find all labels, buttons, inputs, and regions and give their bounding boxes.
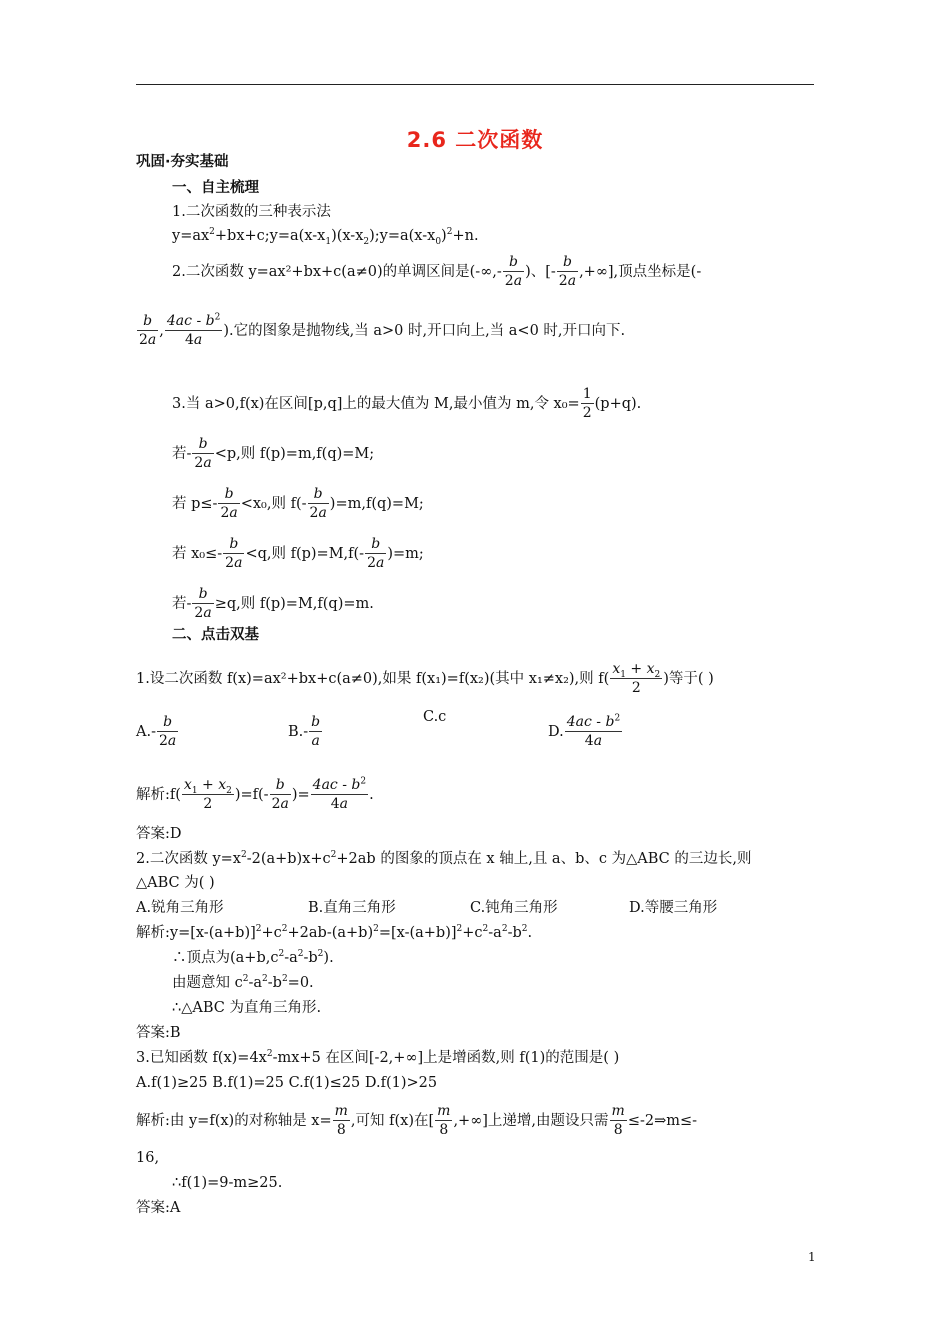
solution-3-result: ∴f(1)=9-m≥25. xyxy=(172,1175,283,1191)
p1-title: 1.二次函数的三种表示法 xyxy=(172,204,331,220)
fraction: $\frac{b}{2a}$ xyxy=(367,536,385,571)
case-2: 若 p≤- $\frac{b}{2a}$ <x₀,则 f(- $\frac{b}{2a}$ )=m,f(q)=M; xyxy=(172,486,424,521)
fraction: $\frac{m}{8}$ xyxy=(611,1103,625,1138)
fraction: $\frac{b}{2a}$ xyxy=(271,777,289,812)
question-1: 1.设二次函数 f(x)=ax²+bx+c(a≠0),如果 f(x₁)=f(x₂)(其中 x₁≠x₂),则 f( $\frac{x_1 + x_2}{2}$ )等于( ) xyxy=(136,661,714,696)
fraction: $\frac{b}{2a}$ xyxy=(194,436,212,471)
fraction: $\frac{b}{2a}$ xyxy=(309,486,327,521)
solution-2-line-2: ∴顶点为$(a+b,c^2-a^2-b^2)$. xyxy=(172,949,334,966)
fraction: $\frac{4ac - b^2}{4a}$ xyxy=(166,312,221,348)
q1-option-b: B.- $\frac{b}{a}$ xyxy=(288,714,321,749)
fraction: $\frac{b}{2a}$ xyxy=(558,254,577,289)
solution-3-cont: 16, xyxy=(136,1150,160,1166)
q2-option-b: B.直角三角形 xyxy=(308,900,396,916)
fraction: $\frac{b}{a}$ xyxy=(311,714,321,749)
fraction: $\frac{b}{2a}$ xyxy=(139,313,157,348)
fraction: $\frac{1}{2}$ xyxy=(582,386,592,421)
header-rule xyxy=(136,84,814,85)
q2-option-a: A.锐角三角形 xyxy=(136,900,224,916)
fraction: $\frac{b}{2a}$ xyxy=(504,254,523,289)
q1-option-d: D. $\frac{4ac - b^2}{4a}$ xyxy=(548,713,621,749)
case-4: 若- $\frac{b}{2a}$ ≥q,则 f(p)=M,f(q)=m. xyxy=(172,586,374,621)
fraction: $\frac{x_1 + x_2}{2}$ xyxy=(183,777,232,812)
fraction: $\frac{b}{2a}$ xyxy=(158,714,177,749)
page-number: 1 xyxy=(808,1250,816,1264)
p1-forms: $y=ax^2+bx+c;y=a(x-x_1)(x-x_2);y=a(x-x_0)^2+n$. xyxy=(172,227,479,247)
subsection-heading: 二、点击双基 xyxy=(172,627,259,643)
p2-vertex-line: $\frac{b}{2a}$ , $\frac{4ac - b^2}{4a}$ ).它的图象是抛物线,当 a>0 时,开口向上,当 a<0 时,开口向下. xyxy=(139,312,626,348)
solution-3: 解析:由 y=f(x)的对称轴是 x= $\frac{m}{8}$ ,可知 f(x)在[ $\frac{m}{8}$ ,+∞]上递增,由题设只需 $\frac{m}{8}$ ≤-2⇒m≤- xyxy=(136,1103,698,1138)
question-3: 3.已知函数 $f(x)=4x^2-mx+5$ 在区间[-2,+∞]上是增函数,则 f(1)的范围是( ) xyxy=(136,1049,620,1066)
q1-option-c: C.c xyxy=(423,709,447,725)
fraction: $\frac{b}{2a}$ xyxy=(225,536,243,571)
subsection-heading: 一、自主梳理 xyxy=(172,180,259,196)
case-1: 若- $\frac{b}{2a}$ <p,则 f(p)=m,f(q)=M; xyxy=(172,436,375,471)
answer-2: 答案:B xyxy=(136,1025,181,1041)
fraction: $\frac{x_1 + x_2}{2}$ xyxy=(612,661,661,696)
solution-2-line-1: 解析$:y=[x-(a+b)]^2+c^2+2ab-(a+b)^2=[x-(a+b)]^2+c^2-a^2-b^2$. xyxy=(136,924,533,941)
section-heading: 巩固·夯实基础 xyxy=(136,154,229,170)
page-title: 2.6 二次函数 xyxy=(406,128,544,152)
q1-option-a: A.- $\frac{b}{2a}$ xyxy=(136,714,177,749)
fraction: $\frac{b}{2a}$ xyxy=(220,486,238,521)
p3-line: 3.当 a>0,f(x)在区间[p,q]上的最大值为 M,最小值为 m,令 x₀= $\frac{1}{2}$ (p+q). xyxy=(172,386,642,421)
question-2: 2.二次函数 $y=x^2-2(a+b)x+c^2+2ab$ 的图象的顶点在 x 轴上,且 a、b、c 为△ABC 的三边长,则 xyxy=(136,850,752,867)
solution-2-line-4: ∴△ABC 为直角三角形. xyxy=(172,1000,322,1016)
fraction: $\frac{4ac - b^2}{4a}$ xyxy=(566,713,621,749)
case-3: 若 x₀≤- $\frac{b}{2a}$ <q,则 f(p)=M,f(- $\frac{b}{2a}$ )=m; xyxy=(172,536,424,571)
fraction: $\frac{4ac - b^2}{4a}$ xyxy=(312,776,367,812)
q2-option-c: C.钝角三角形 xyxy=(470,900,558,916)
p2-line: 2.二次函数 y=ax²+bx+c(a≠0)的单调区间是(-∞,- $\frac{b}{2a}$ )、[- $\frac{b}{2a}$ ,+∞],顶点坐标是(- xyxy=(172,254,702,289)
fraction: $\frac{m}{8}$ xyxy=(334,1103,348,1138)
answer-1: 答案:D xyxy=(136,826,182,842)
solution-2-line-3: 由题意知 $c^2-a^2-b^2=0$. xyxy=(172,974,314,991)
q2-option-d: D.等腰三角形 xyxy=(629,900,718,916)
solution-1: 解析:f( $\frac{x_1 + x_2}{2}$ )=f(- $\frac{b}{2a}$ )= $\frac{4ac - b^2}{4a}$ . xyxy=(136,776,374,812)
fraction: $\frac{m}{8}$ xyxy=(437,1103,451,1138)
question-2-cont: △ABC 为( ) xyxy=(136,875,215,891)
fraction: $\frac{b}{2a}$ xyxy=(194,586,212,621)
q3-options: A.f(1)≥25 B.f(1)=25 C.f(1)≤25 D.f(1)>25 xyxy=(136,1075,438,1091)
answer-3: 答案:A xyxy=(136,1200,181,1216)
